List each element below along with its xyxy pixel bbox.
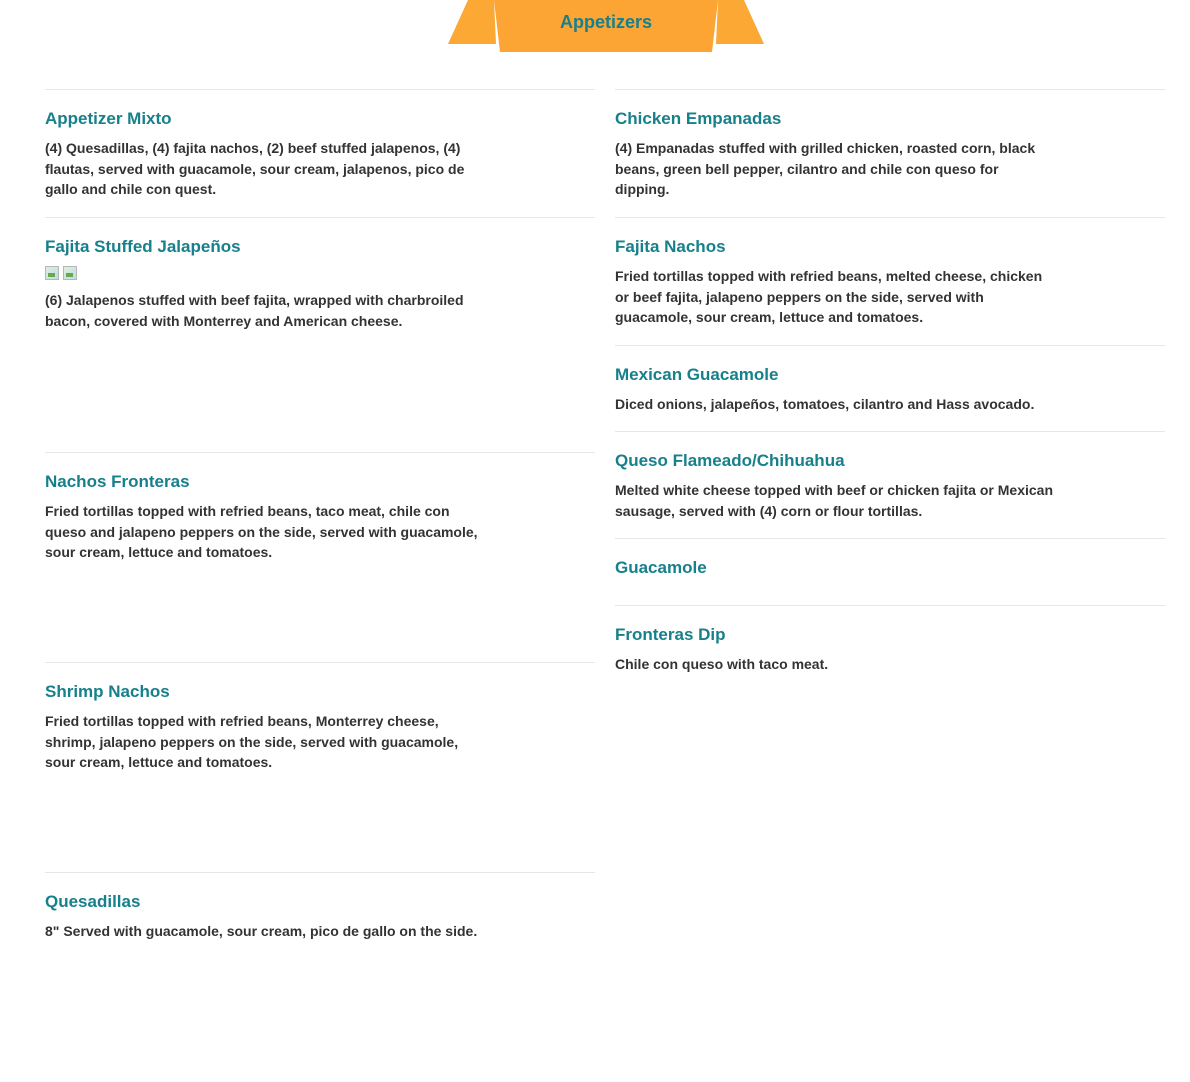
menu-item-description: Fried tortillas topped with refried beans, Monterrey cheese, shrimp, jalapeno peppers on the side, served with guacamole, sour cream, lettuce and tomatoes. bbox=[45, 713, 459, 770]
menu-item-name: Chicken Empanadas bbox=[615, 109, 782, 128]
broken-image-icon bbox=[45, 266, 59, 280]
menu-item-quesadillas bbox=[45, 872, 595, 1072]
menu-item-appetizer-mixto bbox=[45, 89, 595, 217]
menu-item-description: (4) Quesadillas, (4) fajita nachos, (2) beef stuffed jalapenos, (4) flautas, served with guacamole, sour cream, jalapenos, pico de gallo and chile con quest. bbox=[45, 140, 465, 197]
section-banner bbox=[448, 0, 764, 52]
menu-column-right bbox=[615, 89, 1165, 695]
menu-item-fronteras-dip bbox=[615, 605, 1165, 695]
broken-image-icon bbox=[63, 266, 77, 280]
menu-column-left bbox=[45, 89, 595, 1072]
menu-item-guacamole bbox=[615, 538, 1165, 605]
menu-item-fajita-stuffed-jalapenos bbox=[45, 217, 595, 452]
menu-item-name: Mexican Guacamole bbox=[615, 365, 779, 384]
menu-item-name: Fajita Nachos bbox=[615, 237, 726, 256]
menu-item-name: Quesadillas bbox=[45, 892, 141, 911]
menu-item-description: Diced onions, jalapeños, tomatoes, cilantro and Hass avocado. bbox=[615, 396, 1035, 412]
menu-item-name: Shrimp Nachos bbox=[45, 682, 170, 701]
menu-item-shrimp-nachos bbox=[45, 662, 595, 872]
menu-item-description: 8" Served with guacamole, sour cream, pico de gallo on the side. bbox=[45, 923, 478, 939]
menu-item-description: (4) Empanadas stuffed with grilled chicken, roasted corn, black beans, green bell pepper, cilantro and chile con queso for dipping. bbox=[615, 140, 1036, 197]
menu-item-name: Nachos Fronteras bbox=[45, 472, 190, 491]
menu-item-description: Chile con queso with taco meat. bbox=[615, 656, 829, 672]
menu-item-description: Fried tortillas topped with refried beans, taco meat, chile con queso and jalapeno peppers on the side, served with guacamole, sour cream, lettuce and tomatoes. bbox=[45, 503, 478, 560]
menu-item-chicken-empanadas bbox=[615, 89, 1165, 217]
menu-item-name: Fajita Stuffed Jalapeños bbox=[45, 237, 241, 256]
menu-item-description: (6) Jalapenos stuffed with beef fajita, wrapped with charbroiled bacon, covered with Monterrey and American cheese. bbox=[45, 292, 464, 329]
menu-item-name: Guacamole bbox=[615, 558, 707, 577]
menu-item-images bbox=[45, 266, 595, 282]
menu-item-description: Fried tortillas topped with refried beans, melted cheese, chicken or beef fajita, jalapeno peppers on the side, served with guacamole, sour cream, lettuce and tomatoes. bbox=[615, 268, 1043, 325]
menu-item-description: Melted white cheese topped with beef or chicken fajita or Mexican sausage, served with (4) corn or flour tortillas. bbox=[615, 482, 1053, 519]
menu-item-name: Fronteras Dip bbox=[615, 625, 726, 644]
menu-item-mexican-guacamole bbox=[615, 345, 1165, 431]
menu-item-queso-flameado bbox=[615, 431, 1165, 538]
menu-item-name: Queso Flameado/Chihuahua bbox=[615, 451, 845, 470]
menu-item-name: Appetizer Mixto bbox=[45, 109, 172, 128]
menu-item-fajita-nachos bbox=[615, 217, 1165, 345]
section-title: Appetizers bbox=[559, 12, 653, 32]
menu-item-nachos-fronteras bbox=[45, 452, 595, 662]
